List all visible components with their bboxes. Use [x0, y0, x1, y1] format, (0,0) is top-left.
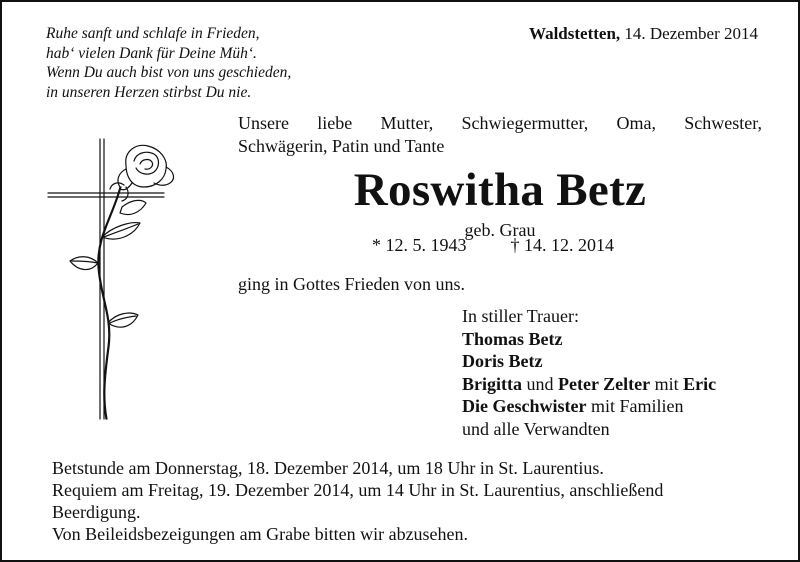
mourner-line: und alle Verwandten: [462, 418, 610, 439]
life-dates: [372, 234, 614, 256]
service-notices: [52, 457, 663, 545]
mourner-name: Die Geschwister: [462, 396, 587, 416]
notice-line: Von Beileidsbezeigungen am Grabe bitten wir abzusehen.: [52, 524, 469, 544]
poem-line: Wenn Du auch bist von uns geschieden,: [46, 64, 292, 81]
dateline-place: Waldstetten,: [529, 24, 621, 43]
mourner-line-rest: mit Familien: [590, 396, 684, 416]
poem-line: in unseren Herzen stirbst Du nie.: [46, 83, 252, 101]
poem-line: hab‘ vielen Dank für Deine Müh‘.: [46, 44, 257, 62]
conjunction: und: [526, 373, 554, 394]
peace-text: ging in Gottes Frieden von uns.: [238, 274, 465, 294]
mourner-name: Peter Zelter: [558, 373, 651, 394]
mourner-line: [462, 395, 716, 418]
intro-line: Schwägerin, Patin und Tante: [238, 136, 445, 156]
poem: [46, 24, 291, 102]
intro-text: [238, 112, 762, 158]
dateline: [529, 24, 758, 44]
mourners-list: [462, 305, 716, 440]
poem-line: Ruhe sanft und schlafe in Frieden,: [46, 25, 260, 42]
birth-date: * 12. 5. 1943: [372, 235, 467, 255]
notice-line: Requiem am Freitag, 19. Dezember 2014, um 14 Uhr in St. Laurentius, anschließend: [52, 480, 664, 500]
maiden-name: geb. Grau: [464, 220, 536, 240]
mourner-line: [462, 373, 716, 396]
death-date: † 14. 12. 2014: [510, 235, 614, 255]
mourner-name: Doris Betz: [462, 351, 543, 371]
conjunction: mit: [654, 373, 679, 394]
mourner-name: Eric: [683, 373, 717, 394]
dateline-date: 14. Dezember 2014: [624, 24, 758, 43]
rose-cross-icon: [42, 137, 182, 422]
mourner-name: Thomas Betz: [462, 328, 563, 349]
notice-line: Betstunde am Donnerstag, 18. Dezember 2014, um 18 Uhr in St. Laurentius.: [52, 458, 604, 478]
notice-line: Beerdigung.: [52, 502, 141, 522]
deceased-name: Roswitha Betz: [353, 164, 647, 216]
mourner-name: Brigitta: [462, 373, 522, 394]
mourners-heading: In stiller Trauer:: [462, 306, 579, 326]
intro-line: Unsere liebe Mutter, Schwiegermutter, Oma, Schwester,: [238, 113, 762, 133]
